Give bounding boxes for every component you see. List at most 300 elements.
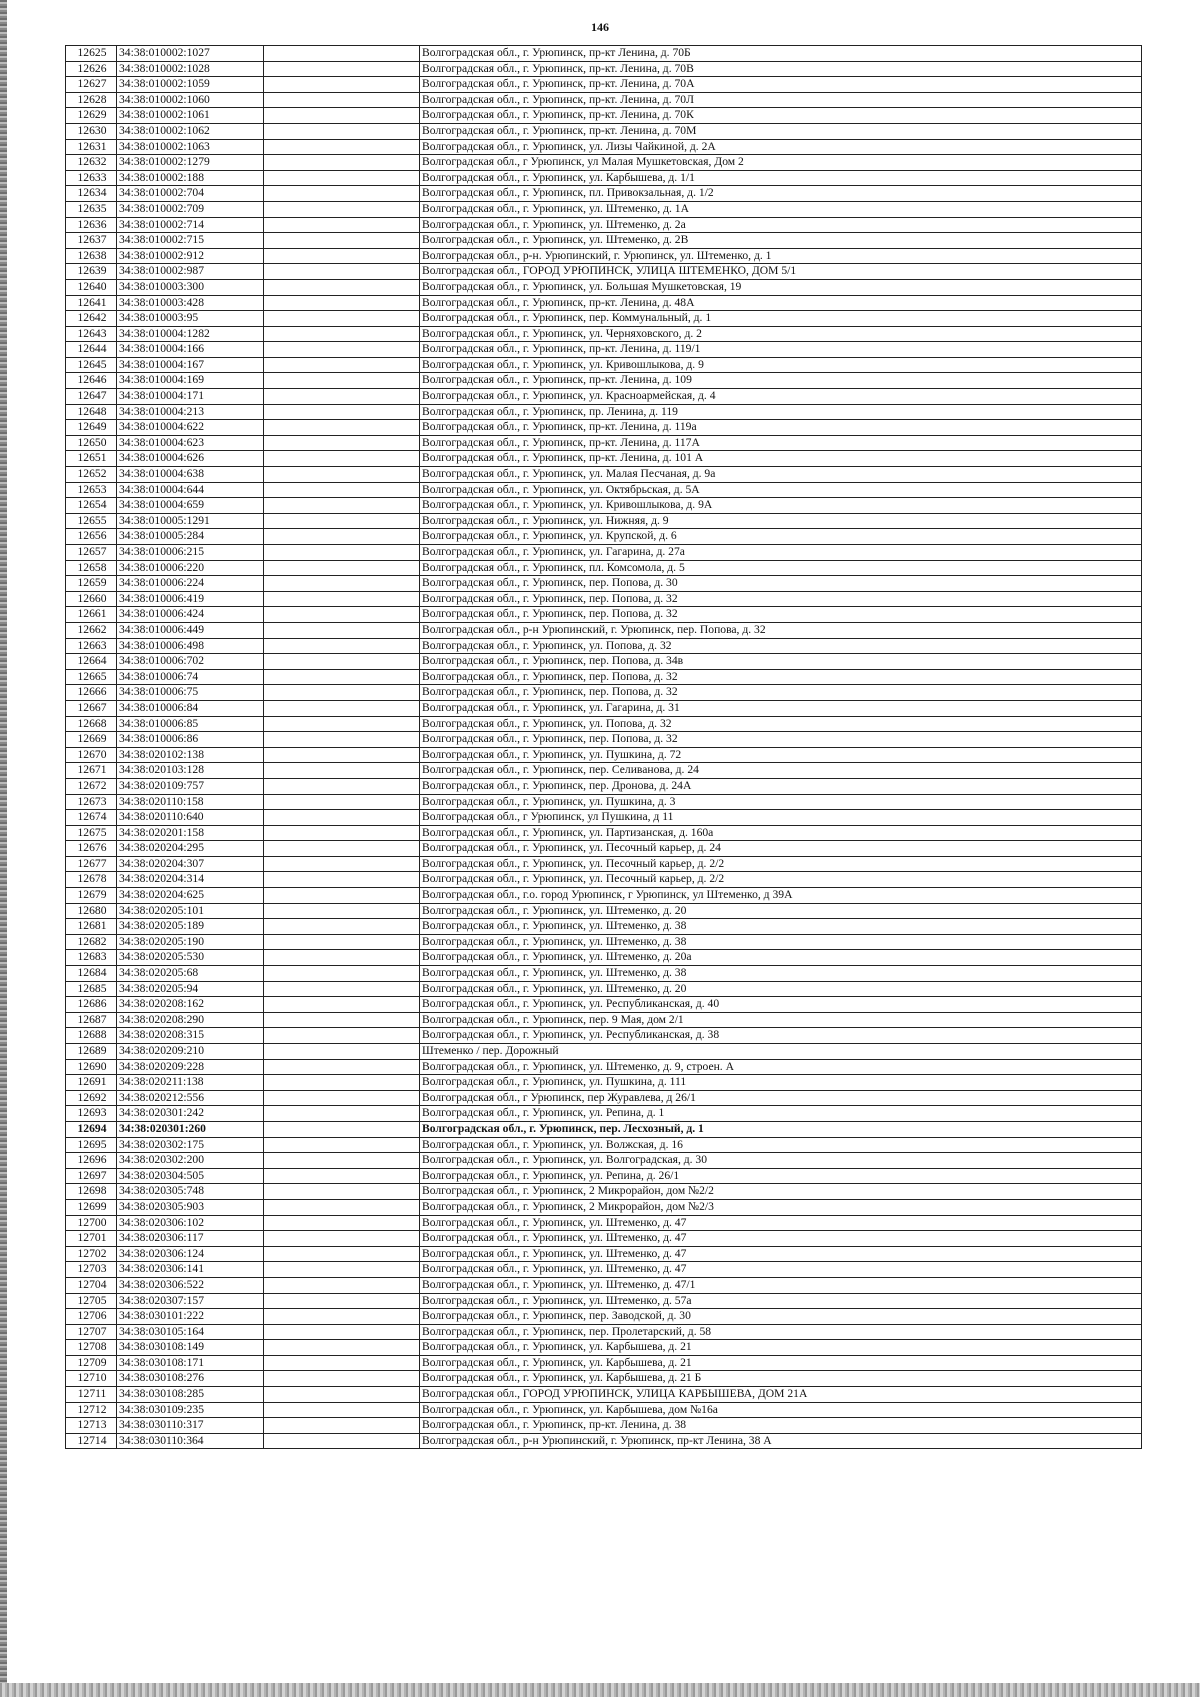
row-number-cell: 12670	[66, 747, 117, 763]
address-cell: Волгоградская обл., г. Урюпинск, ул. Пушкина, д. 111	[420, 1075, 1142, 1091]
address-cell: Волгоградская обл., г. Урюпинск, ул. Кривошлыкова, д. 9А	[420, 498, 1142, 514]
cadastral-number-cell: 34:38:010002:714	[117, 217, 264, 233]
cadastral-number-cell: 34:38:010004:659	[117, 498, 264, 514]
cadastral-number-cell: 34:38:010002:709	[117, 201, 264, 217]
address-cell: Волгоградская обл., г. Урюпинск, пер. 9 Мая, дом 2/1	[420, 1012, 1142, 1028]
table-row	[66, 1184, 1142, 1200]
cadastral-number-cell: 34:38:020204:314	[117, 872, 264, 888]
blank-cell	[264, 1355, 420, 1371]
table-row	[66, 77, 1142, 93]
blank-cell	[264, 1340, 420, 1356]
table-row	[66, 404, 1142, 420]
address-cell: Волгоградская обл., г. Урюпинск, пер. Попова, д. 32	[420, 685, 1142, 701]
address-cell: Волгоградская обл., г. Урюпинск, ул. Пушкина, д. 72	[420, 747, 1142, 763]
table-row	[66, 451, 1142, 467]
blank-cell	[264, 1199, 420, 1215]
blank-cell	[264, 1433, 420, 1449]
table-row	[66, 61, 1142, 77]
blank-cell	[264, 1293, 420, 1309]
address-cell: Волгоградская обл., г. Урюпинск, ул. Республиканская, д. 38	[420, 1028, 1142, 1044]
row-number-cell: 12673	[66, 794, 117, 810]
row-number-cell: 12703	[66, 1262, 117, 1278]
blank-cell	[264, 139, 420, 155]
row-number-cell: 12626	[66, 61, 117, 77]
row-number-cell: 12651	[66, 451, 117, 467]
address-cell: Волгоградская обл., г. Урюпинск, ул. Черняховского, д. 2	[420, 326, 1142, 342]
scan-bottom-edge	[0, 1683, 1200, 1697]
table-row	[66, 295, 1142, 311]
cadastral-number-cell: 34:38:010006:86	[117, 732, 264, 748]
cadastral-number-cell: 34:38:010006:224	[117, 576, 264, 592]
address-cell: Волгоградская обл., г. Урюпинск, ул. Кривошлыкова, д. 9	[420, 357, 1142, 373]
blank-cell	[264, 1262, 420, 1278]
cadastral-number-cell: 34:38:020204:625	[117, 888, 264, 904]
cadastral-number-cell: 34:38:020306:141	[117, 1262, 264, 1278]
table-row	[66, 950, 1142, 966]
row-number-cell: 12713	[66, 1418, 117, 1434]
cadastral-number-cell: 34:38:020212:556	[117, 1090, 264, 1106]
table-row	[66, 607, 1142, 623]
cadastral-number-cell: 34:38:020204:295	[117, 841, 264, 857]
blank-cell	[264, 888, 420, 904]
address-cell: Волгоградская обл., ГОРОД УРЮПИНСК, УЛИЦА КАРБЫШЕВА, ДОМ 21А	[420, 1387, 1142, 1403]
blank-cell	[264, 498, 420, 514]
row-number-cell: 12687	[66, 1012, 117, 1028]
table-row	[66, 1355, 1142, 1371]
table-row	[66, 1246, 1142, 1262]
row-number-cell: 12671	[66, 763, 117, 779]
cadastral-number-cell: 34:38:020306:522	[117, 1277, 264, 1293]
address-cell: Волгоградская обл., г. Урюпинск, пр-кт. Ленина, д. 48А	[420, 295, 1142, 311]
address-cell: Волгоградская обл., г. Урюпинск, ул. Нижняя, д. 9	[420, 513, 1142, 529]
cadastral-number-cell: 34:38:020205:101	[117, 903, 264, 919]
blank-cell	[264, 560, 420, 576]
blank-cell	[264, 420, 420, 436]
address-cell: Волгоградская обл., г. Урюпинск, ул. Штеменко, д. 38	[420, 966, 1142, 982]
blank-cell	[264, 856, 420, 872]
cadastral-number-cell: 34:38:010002:704	[117, 186, 264, 202]
blank-cell	[264, 404, 420, 420]
table-row	[66, 872, 1142, 888]
cadastral-number-cell: 34:38:010002:1063	[117, 139, 264, 155]
table-row	[66, 856, 1142, 872]
address-cell: Волгоградская обл., г. Урюпинск, ул. Песочный карьер, д. 24	[420, 841, 1142, 857]
row-number-cell: 12637	[66, 233, 117, 249]
row-number-cell: 12675	[66, 825, 117, 841]
cadastral-number-cell: 34:38:010002:715	[117, 233, 264, 249]
address-cell: Волгоградская обл., г. Урюпинск, ул. Штеменко, д. 57а	[420, 1293, 1142, 1309]
table-row	[66, 326, 1142, 342]
blank-cell	[264, 825, 420, 841]
blank-cell	[264, 997, 420, 1013]
address-cell: Волгоградская обл., г. Урюпинск, пр-кт. Ленина, д. 117А	[420, 435, 1142, 451]
address-cell: Волгоградская обл., г. Урюпинск, ул. Штеменко, д. 38	[420, 919, 1142, 935]
address-cell: Волгоградская обл., г. Урюпинск, ул. Штеменко, д. 20а	[420, 950, 1142, 966]
cadastral-number-cell: 34:38:020306:117	[117, 1231, 264, 1247]
table-row	[66, 1231, 1142, 1247]
cadastral-number-cell: 34:38:010006:85	[117, 716, 264, 732]
blank-cell	[264, 1371, 420, 1387]
row-number-cell: 12706	[66, 1309, 117, 1325]
blank-cell	[264, 716, 420, 732]
cadastral-number-cell: 34:38:010006:702	[117, 654, 264, 670]
blank-cell	[264, 1121, 420, 1137]
row-number-cell: 12664	[66, 654, 117, 670]
table-row	[66, 778, 1142, 794]
blank-cell	[264, 934, 420, 950]
cadastral-number-cell: 34:38:010006:74	[117, 669, 264, 685]
row-number-cell: 12700	[66, 1215, 117, 1231]
blank-cell	[264, 123, 420, 139]
table-row	[66, 389, 1142, 405]
address-cell: Волгоградская обл., г. Урюпинск, ул. Штеменко, д. 47	[420, 1231, 1142, 1247]
address-cell: Волгоградская обл., г. Урюпинск, ул. Гагарина, д. 27а	[420, 545, 1142, 561]
address-cell: Волгоградская обл., г. Урюпинск, пер. Селиванова, д. 24	[420, 763, 1142, 779]
cadastral-number-cell: 34:38:010002:1060	[117, 92, 264, 108]
address-cell: Волгоградская обл., г. Урюпинск, ул. Октябрьская, д. 5А	[420, 482, 1142, 498]
address-cell: Волгоградская обл., р-н. Урюпинский, г. Урюпинск, ул. Штеменко, д. 1	[420, 248, 1142, 264]
cadastral-number-cell: 34:38:020103:128	[117, 763, 264, 779]
blank-cell	[264, 763, 420, 779]
row-number-cell: 12689	[66, 1044, 117, 1060]
blank-cell	[264, 685, 420, 701]
cadastral-number-cell: 34:38:010003:95	[117, 311, 264, 327]
address-cell: Волгоградская обл., г. Урюпинск, ул. Репина, д. 26/1	[420, 1168, 1142, 1184]
table-row	[66, 841, 1142, 857]
cadastral-number-cell: 34:38:010004:622	[117, 420, 264, 436]
cadastral-number-cell: 34:38:020307:157	[117, 1293, 264, 1309]
blank-cell	[264, 1215, 420, 1231]
address-cell: Волгоградская обл., г. Урюпинск, пр-кт. Ленина, д. 70М	[420, 123, 1142, 139]
address-cell: Волгоградская обл., г. Урюпинск, пр-кт. Ленина, д. 70А	[420, 77, 1142, 93]
table-row	[66, 747, 1142, 763]
row-number-cell: 12660	[66, 591, 117, 607]
cadastral-number-cell: 34:38:010004:638	[117, 467, 264, 483]
cadastral-number-cell: 34:38:010006:449	[117, 622, 264, 638]
blank-cell	[264, 591, 420, 607]
row-number-cell: 12638	[66, 248, 117, 264]
address-cell: Волгоградская обл., г. Урюпинск, пл. Привокзальная, д. 1/2	[420, 186, 1142, 202]
cadastral-number-cell: 34:38:020201:158	[117, 825, 264, 841]
table-row	[66, 1262, 1142, 1278]
table-row	[66, 311, 1142, 327]
cadastral-number-cell: 34:38:020209:210	[117, 1044, 264, 1060]
address-cell: Волгоградская обл., г. Урюпинск, ул. Малая Песчаная, д. 9а	[420, 467, 1142, 483]
row-number-cell: 12642	[66, 311, 117, 327]
blank-cell	[264, 810, 420, 826]
row-number-cell: 12695	[66, 1137, 117, 1153]
row-number-cell: 12679	[66, 888, 117, 904]
row-number-cell: 12658	[66, 560, 117, 576]
address-cell: Волгоградская обл., г. Урюпинск, пл. Комсомола, д. 5	[420, 560, 1142, 576]
cadastral-number-cell: 34:38:030108:149	[117, 1340, 264, 1356]
address-cell: Волгоградская обл., г. Урюпинск, пр. Ленина, д. 119	[420, 404, 1142, 420]
row-number-cell: 12677	[66, 856, 117, 872]
blank-cell	[264, 1418, 420, 1434]
table-row	[66, 638, 1142, 654]
address-cell: Волгоградская обл., г. Урюпинск, ул. Лизы Чайкиной, д. 2А	[420, 139, 1142, 155]
blank-cell	[264, 295, 420, 311]
cadastral-number-cell: 34:38:020306:124	[117, 1246, 264, 1262]
row-number-cell: 12714	[66, 1433, 117, 1449]
row-number-cell: 12644	[66, 342, 117, 358]
blank-cell	[264, 872, 420, 888]
address-cell: Волгоградская обл., г. Урюпинск, ул. Штеменко, д. 47	[420, 1246, 1142, 1262]
blank-cell	[264, 170, 420, 186]
table-row	[66, 248, 1142, 264]
blank-cell	[264, 981, 420, 997]
blank-cell	[264, 357, 420, 373]
cadastral-number-cell: 34:38:010004:1282	[117, 326, 264, 342]
row-number-cell: 12674	[66, 810, 117, 826]
address-cell: Волгоградская обл., г. Урюпинск, ул. Карбышева, дом №16а	[420, 1402, 1142, 1418]
table-row	[66, 46, 1142, 62]
table-row	[66, 685, 1142, 701]
registry-table-body	[66, 46, 1142, 1449]
table-row	[66, 1309, 1142, 1325]
row-number-cell: 12666	[66, 685, 117, 701]
table-row	[66, 279, 1142, 295]
cadastral-number-cell: 34:38:020102:138	[117, 747, 264, 763]
table-row	[66, 1106, 1142, 1122]
address-cell: Волгоградская обл., г. Урюпинск, ул. Волгоградская, д. 30	[420, 1153, 1142, 1169]
blank-cell	[264, 1324, 420, 1340]
row-number-cell: 12657	[66, 545, 117, 561]
address-cell: Волгоградская обл., г. Урюпинск, ул. Пушкина, д. 3	[420, 794, 1142, 810]
cadastral-number-cell: 34:38:010002:1027	[117, 46, 264, 62]
row-number-cell: 12683	[66, 950, 117, 966]
address-cell: Волгоградская обл., г. Урюпинск, пр-кт. Ленина, д. 38	[420, 1418, 1142, 1434]
address-cell: Волгоградская обл., г Урюпинск, ул Пушкина, д 11	[420, 810, 1142, 826]
address-cell: Волгоградская обл., г. Урюпинск, ул. Республиканская, д. 40	[420, 997, 1142, 1013]
cadastral-number-cell: 34:38:010004:166	[117, 342, 264, 358]
table-row	[66, 155, 1142, 171]
table-row	[66, 1090, 1142, 1106]
blank-cell	[264, 654, 420, 670]
row-number-cell: 12708	[66, 1340, 117, 1356]
table-row	[66, 576, 1142, 592]
cadastral-number-cell: 34:38:030110:364	[117, 1433, 264, 1449]
cadastral-number-cell: 34:38:020301:242	[117, 1106, 264, 1122]
address-cell: Волгоградская обл., г. Урюпинск, пер. Попова, д. 32	[420, 591, 1142, 607]
row-number-cell: 12676	[66, 841, 117, 857]
cadastral-number-cell: 34:38:020304:505	[117, 1168, 264, 1184]
table-row	[66, 716, 1142, 732]
row-number-cell: 12662	[66, 622, 117, 638]
address-cell: Волгоградская обл., г. Урюпинск, ул. Партизанская, д. 160а	[420, 825, 1142, 841]
row-number-cell: 12698	[66, 1184, 117, 1200]
cadastral-number-cell: 34:38:010002:1279	[117, 155, 264, 171]
table-row	[66, 1121, 1142, 1137]
address-cell: Волгоградская обл., г. Урюпинск, ул. Карбышева, д. 21	[420, 1340, 1142, 1356]
table-row	[66, 233, 1142, 249]
registry-table	[65, 45, 1142, 1449]
address-cell: Волгоградская обл., р-н Урюпинский, г. Урюпинск, пр-кт Ленина, 38 А	[420, 1433, 1142, 1449]
table-row	[66, 888, 1142, 904]
blank-cell	[264, 841, 420, 857]
row-number-cell: 12684	[66, 966, 117, 982]
row-number-cell: 12707	[66, 1324, 117, 1340]
blank-cell	[264, 1012, 420, 1028]
blank-cell	[264, 217, 420, 233]
cadastral-number-cell: 34:38:030110:317	[117, 1418, 264, 1434]
cadastral-number-cell: 34:38:020208:315	[117, 1028, 264, 1044]
table-row	[66, 420, 1142, 436]
row-number-cell: 12692	[66, 1090, 117, 1106]
cadastral-number-cell: 34:38:020305:748	[117, 1184, 264, 1200]
blank-cell	[264, 1387, 420, 1403]
blank-cell	[264, 482, 420, 498]
address-cell: Волгоградская обл., г. Урюпинск, ул. Штеменко, д. 38	[420, 934, 1142, 950]
table-row	[66, 1402, 1142, 1418]
cadastral-number-cell: 34:38:010006:75	[117, 685, 264, 701]
table-row	[66, 1387, 1142, 1403]
cadastral-number-cell: 34:38:010002:188	[117, 170, 264, 186]
address-cell: Волгоградская обл., г. Урюпинск, пер. Заводской, д. 30	[420, 1309, 1142, 1325]
blank-cell	[264, 435, 420, 451]
row-number-cell: 12648	[66, 404, 117, 420]
row-number-cell: 12694	[66, 1121, 117, 1137]
cadastral-number-cell: 34:38:010004:644	[117, 482, 264, 498]
address-cell: Волгоградская обл., г. Урюпинск, ул. Карбышева, д. 21 Б	[420, 1371, 1142, 1387]
address-cell: Волгоградская обл., г. Урюпинск, ул. Штеменко, д. 20	[420, 981, 1142, 997]
blank-cell	[264, 669, 420, 685]
address-cell: Волгоградская обл., г. Урюпинск, пер. Лесхозный, д. 1	[420, 1121, 1142, 1137]
row-number-cell: 12636	[66, 217, 117, 233]
row-number-cell: 12667	[66, 700, 117, 716]
table-row	[66, 342, 1142, 358]
table-row	[66, 732, 1142, 748]
row-number-cell: 12710	[66, 1371, 117, 1387]
blank-cell	[264, 607, 420, 623]
row-number-cell: 12705	[66, 1293, 117, 1309]
row-number-cell: 12701	[66, 1231, 117, 1247]
row-number-cell: 12681	[66, 919, 117, 935]
address-cell: Волгоградская обл., г. Урюпинск, ул. Штеменко, д. 9, строен. А	[420, 1059, 1142, 1075]
address-cell: Волгоградская обл., г. Урюпинск, ул. Песочный карьер, д. 2/2	[420, 872, 1142, 888]
cadastral-number-cell: 34:38:020109:757	[117, 778, 264, 794]
blank-cell	[264, 794, 420, 810]
table-row	[66, 435, 1142, 451]
table-row	[66, 794, 1142, 810]
cadastral-number-cell: 34:38:010004:213	[117, 404, 264, 420]
row-number-cell: 12628	[66, 92, 117, 108]
row-number-cell: 12680	[66, 903, 117, 919]
cadastral-number-cell: 34:38:030101:222	[117, 1309, 264, 1325]
address-cell: Волгоградская обл., г. Урюпинск, пер. Попова, д. 34в	[420, 654, 1142, 670]
cadastral-number-cell: 34:38:020301:260	[117, 1121, 264, 1137]
row-number-cell: 12678	[66, 872, 117, 888]
address-cell: Волгоградская обл., г. Урюпинск, ул. Штеменко, д. 20	[420, 903, 1142, 919]
blank-cell	[264, 732, 420, 748]
cadastral-number-cell: 34:38:010002:1059	[117, 77, 264, 93]
cadastral-number-cell: 34:38:010004:169	[117, 373, 264, 389]
table-row	[66, 622, 1142, 638]
table-row	[66, 467, 1142, 483]
table-row	[66, 1199, 1142, 1215]
row-number-cell: 12685	[66, 981, 117, 997]
table-row	[66, 997, 1142, 1013]
table-row	[66, 123, 1142, 139]
address-cell: Волгоградская обл., г. Урюпинск, ул. Попова, д. 32	[420, 638, 1142, 654]
blank-cell	[264, 1277, 420, 1293]
row-number-cell: 12696	[66, 1153, 117, 1169]
address-cell: Волгоградская обл., г. Урюпинск, пр-кт. Ленина, д. 119/1	[420, 342, 1142, 358]
table-row	[66, 186, 1142, 202]
address-cell: Волгоградская обл., г. Урюпинск, пер. Коммунальный, д. 1	[420, 311, 1142, 327]
address-cell: Волгоградская обл., г. Урюпинск, ул. Крупской, д. 6	[420, 529, 1142, 545]
table-row	[66, 825, 1142, 841]
blank-cell	[264, 373, 420, 389]
cadastral-number-cell: 34:38:030108:276	[117, 1371, 264, 1387]
row-number-cell: 12649	[66, 420, 117, 436]
row-number-cell: 12654	[66, 498, 117, 514]
table-row	[66, 482, 1142, 498]
row-number-cell: 12629	[66, 108, 117, 124]
blank-cell	[264, 1044, 420, 1060]
table-row	[66, 1028, 1142, 1044]
address-cell: Волгоградская обл., г. Урюпинск, пер. Дронова, д. 24А	[420, 778, 1142, 794]
table-row	[66, 981, 1142, 997]
blank-cell	[264, 61, 420, 77]
table-row	[66, 903, 1142, 919]
address-cell: Волгоградская обл., г. Урюпинск, пер. Попова, д. 32	[420, 732, 1142, 748]
row-number-cell: 12650	[66, 435, 117, 451]
table-row	[66, 591, 1142, 607]
cadastral-number-cell: 34:38:010002:1061	[117, 108, 264, 124]
blank-cell	[264, 1184, 420, 1200]
table-row	[66, 139, 1142, 155]
cadastral-number-cell: 34:38:010006:84	[117, 700, 264, 716]
address-cell: Волгоградская обл., г. Урюпинск, ул. Штеменко, д. 2а	[420, 217, 1142, 233]
blank-cell	[264, 903, 420, 919]
address-cell: Волгоградская обл., г. Урюпинск, ул. Штеменко, д. 2В	[420, 233, 1142, 249]
address-cell: Волгоградская обл., г. Урюпинск, пр-кт. Ленина, д. 109	[420, 373, 1142, 389]
table-row	[66, 654, 1142, 670]
row-number-cell: 12643	[66, 326, 117, 342]
cadastral-number-cell: 34:38:020205:94	[117, 981, 264, 997]
blank-cell	[264, 1059, 420, 1075]
address-cell: Волгоградская обл., г. Урюпинск, ул. Штеменко, д. 47	[420, 1262, 1142, 1278]
table-row	[66, 217, 1142, 233]
cadastral-number-cell: 34:38:020110:640	[117, 810, 264, 826]
table-row	[66, 919, 1142, 935]
row-number-cell: 12691	[66, 1075, 117, 1091]
blank-cell	[264, 451, 420, 467]
table-row	[66, 1340, 1142, 1356]
table-row	[66, 1418, 1142, 1434]
table-row	[66, 700, 1142, 716]
row-number-cell: 12672	[66, 778, 117, 794]
address-cell: Штеменко / пер. Дорожный	[420, 1044, 1142, 1060]
cadastral-number-cell: 34:38:010005:284	[117, 529, 264, 545]
table-row	[66, 669, 1142, 685]
row-number-cell: 12688	[66, 1028, 117, 1044]
row-number-cell: 12652	[66, 467, 117, 483]
row-number-cell: 12682	[66, 934, 117, 950]
address-cell: Волгоградская обл., г. Урюпинск, пр-кт. Ленина, д. 70Л	[420, 92, 1142, 108]
table-row	[66, 810, 1142, 826]
row-number-cell: 12625	[66, 46, 117, 62]
address-cell: Волгоградская обл., г. Урюпинск, пр-кт. Ленина, д. 101 А	[420, 451, 1142, 467]
blank-cell	[264, 1106, 420, 1122]
address-cell: Волгоградская обл., г Урюпинск, пер Журавлева, д 26/1	[420, 1090, 1142, 1106]
address-cell: Волгоградская обл., р-н Урюпинский, г. Урюпинск, пер. Попова, д. 32	[420, 622, 1142, 638]
row-number-cell: 12633	[66, 170, 117, 186]
address-cell: Волгоградская обл., г. Урюпинск, ул. Большая Мушкетовская, 19	[420, 279, 1142, 295]
cadastral-number-cell: 34:38:010006:220	[117, 560, 264, 576]
blank-cell	[264, 311, 420, 327]
